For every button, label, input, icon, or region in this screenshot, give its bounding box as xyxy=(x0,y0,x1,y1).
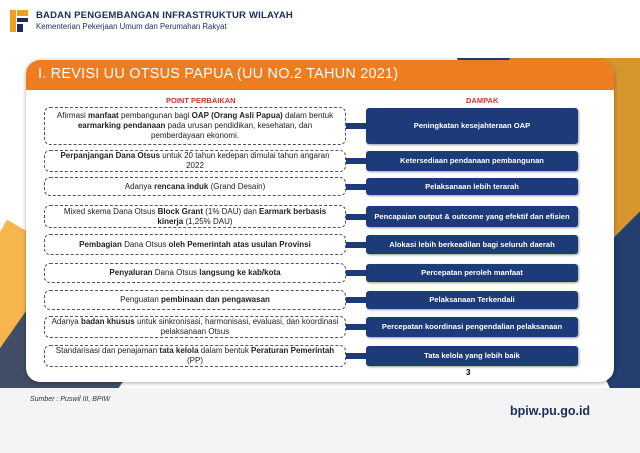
point-text xyxy=(51,151,339,171)
point-text-segment: oleh Pemerintah atas usulan Provinsi xyxy=(168,239,311,249)
point-text-segment: untuk 20 tahun kedepan dimulai tahun angaran 2022 xyxy=(160,151,330,170)
impact-item: Percepatan koordinasi pengendalian pelaksanaan xyxy=(366,317,578,337)
column-header-impact: DAMPAK xyxy=(466,96,499,105)
impact-item: Tata kelola yang lebih baik xyxy=(366,346,578,366)
point-text-segment: tata kelola xyxy=(159,346,199,355)
point-text-segment: Adanya xyxy=(51,317,81,326)
impact-item: Alokasi lebih berkeadilan bagi seluruh daerah xyxy=(366,235,578,254)
org-subtitle: Kementerian Pekerjaan Umum dan Perumahan Rakyat xyxy=(36,22,227,31)
page-title: I. REVISI UU OTSUS PAPUA (UU NO.2 TAHUN 2021) xyxy=(38,66,399,82)
point-text-segment: Afirmasi xyxy=(56,111,89,120)
website-url: bpiw.pu.go.id xyxy=(510,404,591,418)
source-note: Sumber : Puswil III, BPIW xyxy=(30,396,111,403)
point-item xyxy=(44,107,346,145)
point-text-segment: Dana Otsus xyxy=(152,268,200,277)
point-text xyxy=(51,240,339,250)
point-text-segment: pada urusan pendidikan, kesehatan, dan pemberdayaan ekonomi. xyxy=(150,121,313,140)
point-item xyxy=(44,150,346,172)
column-header-point: POINT PERBAIKAN xyxy=(166,96,236,105)
impact-item: Pelaksanaan lebih terarah xyxy=(366,178,578,195)
point-text-segment: untuk sinkronisasi, harmonisasi, evaluasi, dan koordinasi pelaksanaan Otsus xyxy=(134,317,339,336)
content-card xyxy=(26,60,614,382)
point-item xyxy=(44,290,346,310)
impact-item: Ketersediaan pendanaan pembangunan xyxy=(366,151,578,171)
point-text xyxy=(51,111,339,141)
point-text-segment: dalam bentuk xyxy=(198,346,252,355)
point-text xyxy=(51,346,339,366)
point-text-segment: Pembagian xyxy=(79,239,122,249)
point-text-segment: Dana Otsus xyxy=(121,239,169,249)
impact-item: Pelaksanaan Terkendali xyxy=(366,291,578,309)
point-text xyxy=(51,268,339,278)
point-text-segment: OAP xyxy=(191,111,209,120)
point-item xyxy=(44,263,346,283)
point-text xyxy=(51,182,339,192)
point-text xyxy=(51,317,339,337)
point-text-segment: Penguatan xyxy=(120,295,161,304)
point-text-segment: Block Grant xyxy=(157,206,203,216)
impact-item: Percepatan peroleh manfaat xyxy=(366,264,578,282)
pupr-logo xyxy=(8,8,30,34)
point-item xyxy=(44,345,346,367)
point-item xyxy=(44,205,346,228)
impact-item: Pencapaian output & outcome yang efektif dan efisien xyxy=(366,206,578,227)
point-text-segment: pembangunan bagi xyxy=(118,111,192,120)
point-text-segment: (1,25% DAU) xyxy=(183,216,233,226)
point-text-segment: pembinaan dan pengawasan xyxy=(161,295,270,304)
point-text-segment: Perpanjangan Dana Otsus xyxy=(60,151,161,160)
org-name: BADAN PENGEMBANGAN INFRASTRUKTUR WILAYAH xyxy=(36,10,293,21)
point-item xyxy=(44,177,346,196)
point-text-segment: manfaat xyxy=(88,111,119,120)
point-text-segment: Adanya xyxy=(124,181,155,191)
point-text-segment: Mixed skema Dana Otsus xyxy=(63,206,158,216)
point-text-segment: Penyaluran xyxy=(109,268,153,277)
point-text-segment: (PP) xyxy=(187,356,203,365)
page-number: 3 xyxy=(466,368,471,377)
title-bar xyxy=(26,60,614,90)
point-text-segment: dalam bentuk xyxy=(282,111,334,120)
point-text-segment: Standarisasi dan penajaman xyxy=(55,346,160,355)
point-text-segment: Earmark berbasis kinerja xyxy=(157,206,327,226)
point-text-segment: badan khusus xyxy=(80,317,135,326)
point-text-segment: earmarking pendanaan xyxy=(77,121,166,130)
impact-item: Peningkatan kesejahteraan OAP xyxy=(366,108,578,144)
point-text-segment: Peraturan Pemerintah xyxy=(251,346,335,355)
point-text-segment: (1% DAU) dan xyxy=(202,206,260,216)
point-text-segment: (Grand Desain) xyxy=(208,181,266,191)
point-text-segment: rencana induk xyxy=(154,181,209,191)
point-text xyxy=(51,207,339,227)
point-text xyxy=(51,295,339,305)
point-item xyxy=(44,316,346,338)
point-item xyxy=(44,234,346,255)
point-text-segment: langsung ke kab/kota xyxy=(199,268,281,277)
point-text-segment: (Orang Asli Papua) xyxy=(208,111,283,120)
